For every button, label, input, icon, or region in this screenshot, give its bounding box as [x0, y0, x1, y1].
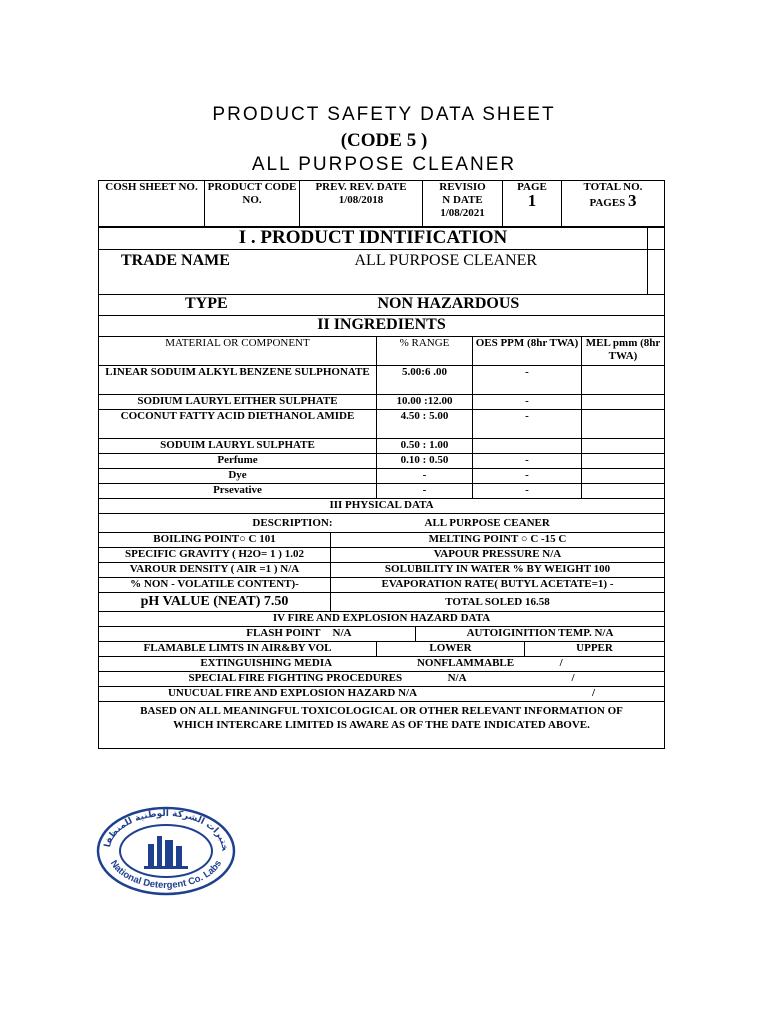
boiling-point: BOILING POINT○ C 101	[99, 533, 331, 548]
revision-cell	[423, 181, 503, 228]
ingredient-range: 4.50 : 5.00	[377, 410, 473, 439]
extinguishing-value: NONFLAMMABLE	[416, 657, 515, 669]
product-code-title: (CODE 5 )	[340, 130, 428, 151]
ingredient-oes	[473, 439, 582, 454]
company-stamp	[96, 806, 236, 901]
ingredients-col-oes: OES PPM (8hr TWA)	[473, 337, 582, 366]
flash-point-row	[99, 627, 665, 642]
special-procedures-label: SPECIAL FIRE FIGHTING PROCEDURES	[188, 672, 403, 684]
ingredients-col-mel: MEL pmm (8hr TWA)	[582, 337, 665, 366]
section-2-title-row	[99, 316, 665, 337]
solubility: SOLUBILITY IN WATER % BY WEIGHT 100	[331, 563, 665, 578]
ingredient-mel	[582, 410, 665, 439]
revision-value: 1/08/2021	[440, 207, 485, 219]
extinguishing-mark: /	[559, 657, 563, 669]
ingredient-oes: -	[473, 454, 582, 469]
product-name-title: ALL PURPOSE CLEANER	[251, 154, 517, 175]
ingredient-oes: -	[473, 366, 582, 395]
total-solid: TOTAL SOLED 16.58	[331, 593, 665, 612]
flammable-lower: LOWER	[377, 642, 525, 657]
header-table	[98, 180, 665, 228]
total-pages-cell	[562, 181, 665, 228]
trade-name-row	[99, 250, 665, 295]
prev-rev-value: 1/08/2018	[338, 194, 384, 206]
section-4-title: IV FIRE AND EXPLOSION HAZARD DATA	[99, 612, 665, 627]
stamp-arabic-text: ختبرات الشركة الوطنية للمنظفا	[103, 808, 230, 852]
cosh-sheet-cell	[99, 181, 205, 228]
section-2-title: II INGREDIENTS	[99, 316, 665, 337]
footer-row	[99, 702, 665, 749]
ingredient-range: -	[377, 469, 473, 484]
extinguishing-row	[99, 657, 665, 672]
ingredient-range: 0.50 : 1.00	[377, 439, 473, 454]
stamp-factory-icon	[144, 836, 188, 869]
ingredients-header-row	[99, 337, 665, 366]
product-code-cell	[205, 181, 300, 228]
ingredient-material: LINEAR SODUIM ALKYL BENZENE SULPHONATE	[99, 366, 377, 395]
ingredient-material: SODUIM LAURYL SULPHATE	[99, 439, 377, 454]
revision-label-2: N DATE	[442, 194, 483, 206]
page-cell	[503, 181, 562, 228]
type-label: TYPE	[99, 295, 377, 316]
type-row	[99, 295, 665, 316]
vapour-pressure: VAPOUR PRESSURE N/A	[331, 548, 665, 563]
ingredient-material: Prsevative	[99, 484, 377, 499]
ph-solid-row	[99, 593, 665, 612]
ingredient-row	[99, 410, 665, 439]
description-value: ALL PURPOSE CEANER	[377, 514, 665, 533]
page-value: 1	[527, 191, 537, 210]
prev-rev-label: PREV. REV. DATE	[315, 181, 407, 193]
unusual-hazard-label: UNUCUAL FIRE AND EXPLOSION HAZARD N/A	[167, 687, 417, 699]
ingredient-material: SODIUM LAURYL EITHER SULPHATE	[99, 395, 377, 410]
stamp-english-text: National Detergent Co. Labs	[107, 858, 225, 892]
document-title: PRODUCT SAFETY DATA SHEET	[212, 104, 556, 125]
safety-data-table	[98, 226, 665, 749]
description-row	[99, 514, 665, 533]
ingredient-oes: -	[473, 484, 582, 499]
section-3-title: III PHYSICAL DATA	[99, 499, 665, 514]
ingredient-row	[99, 469, 665, 484]
ingredient-mel	[582, 439, 665, 454]
vapour-density: VAROUR DENSITY ( AIR =1 ) N/A	[99, 563, 331, 578]
boiling-melting-row	[99, 533, 665, 548]
ingredient-material: Perfume	[99, 454, 377, 469]
ingredient-mel	[582, 395, 665, 410]
ingredient-row	[99, 366, 665, 395]
section-3-title-row	[99, 499, 665, 514]
section-1-title-row	[99, 227, 665, 250]
page-label: PAGE	[517, 181, 547, 193]
ingredient-mel	[582, 366, 665, 395]
ingredient-mel	[582, 454, 665, 469]
ingredient-oes: -	[473, 469, 582, 484]
specific-gravity: SPECIFIC GRAVITY ( H2O= 1 ) 1.02	[99, 548, 331, 563]
unusual-hazard-row	[99, 687, 665, 702]
ingredient-mel	[582, 484, 665, 499]
product-code-label: PRODUCT CODE NO.	[207, 181, 297, 206]
evaporation-rate: EVAPORATION RATE( BUTYL ACETATE=1) -	[331, 578, 665, 593]
special-procedures-row	[99, 672, 665, 687]
volatile-evaporation-row	[99, 578, 665, 593]
flash-point-label: FLASH POINT	[99, 627, 331, 642]
total-pages-value: 3	[628, 191, 637, 210]
flammable-upper: UPPER	[525, 642, 665, 657]
ingredient-row	[99, 439, 665, 454]
special-procedures-mark: /	[571, 672, 575, 684]
revision-label-1: REVISIO	[439, 181, 486, 193]
ingredient-range: 10.00 :12.00	[377, 395, 473, 410]
section-4-title-row	[99, 612, 665, 627]
flammable-limits-row	[99, 642, 665, 657]
ingredients-col-material: MATERIAL OR COMPONENT	[99, 337, 377, 366]
ingredient-oes: -	[473, 395, 582, 410]
ingredient-oes: -	[473, 410, 582, 439]
flammable-limits-label: FLAMABLE LIMTS IN AIR&BY VOL	[99, 642, 377, 657]
ingredient-range: 0.10 : 0.50	[377, 454, 473, 469]
density-solubility-row	[99, 563, 665, 578]
ingredient-mel	[582, 469, 665, 484]
trade-name-value: ALL PURPOSE CLEANER	[245, 250, 648, 295]
cosh-sheet-label: COSH SHEET NO.	[105, 181, 198, 193]
section-1-title: I . PRODUCT IDNTIFICATION	[99, 227, 648, 250]
ingredient-row	[99, 484, 665, 499]
total-pages-label-1: TOTAL NO.	[583, 181, 643, 193]
prev-rev-cell	[300, 181, 423, 228]
autoignition-temp: AUTOIGINITION TEMP. N/A	[416, 627, 665, 642]
stamp-seal	[96, 806, 236, 896]
gravity-pressure-row	[99, 548, 665, 563]
ingredient-range: 5.00:6 .00	[377, 366, 473, 395]
ingredients-col-range: % RANGE	[377, 337, 473, 366]
ingredient-row	[99, 395, 665, 410]
disclaimer-text: BASED ON ALL MEANINGFUL TOXICOLOGICAL OR OTHER RELEVANT INFORMATION OF WHICH INTERCARE LIMITED IS AWARE AS OF THE DATE INDICATED ABOVE.	[99, 702, 665, 749]
non-volatile-content: % NON - VOLATILE CONTENT)-	[99, 578, 331, 593]
ingredient-row	[99, 454, 665, 469]
type-value: NON HAZARDOUS	[377, 295, 665, 316]
flash-point-value: N/A	[331, 627, 416, 642]
unusual-hazard-mark: /	[591, 687, 595, 699]
description-label: DESCRIPTION:	[99, 514, 377, 533]
ph-value: pH VALUE (NEAT) 7.50	[99, 593, 331, 612]
special-procedures-value: N/A	[447, 672, 466, 684]
trade-name-label: TRADE NAME	[99, 250, 245, 295]
ingredient-range: -	[377, 484, 473, 499]
extinguishing-label: EXTINGUISHING MEDIA	[200, 657, 332, 669]
ingredient-material: COCONUT FATTY ACID DIETHANOL AMIDE	[99, 410, 377, 439]
melting-point: MELTING POINT ○ C -15 C	[331, 533, 665, 548]
total-pages-label-2: PAGES	[589, 197, 626, 209]
ingredient-material: Dye	[99, 469, 377, 484]
